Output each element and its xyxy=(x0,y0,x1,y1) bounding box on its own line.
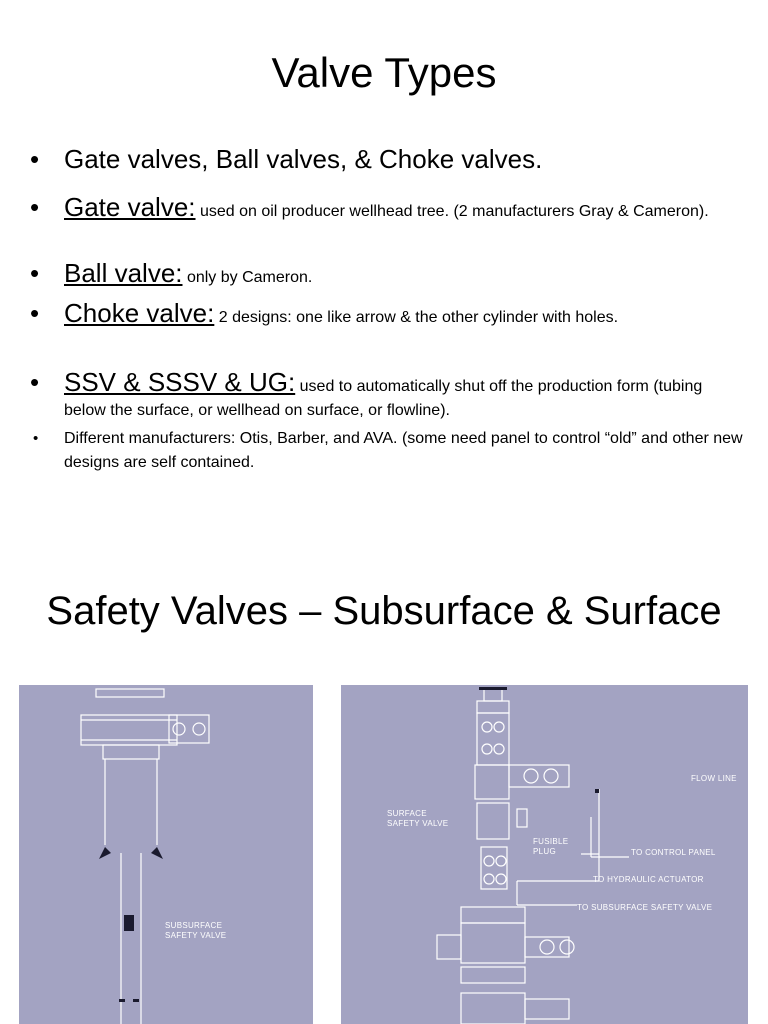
control-panel-label: TO CONTROL PANEL xyxy=(631,848,716,857)
subsurface-label: SAFETY VALVE xyxy=(165,931,227,940)
hydraulic-actuator-label: TO HYDRAULIC ACTUATOR xyxy=(593,875,704,884)
bullet-lead: Gate valve: xyxy=(64,192,196,222)
fusible-plug-label: FUSIBLE xyxy=(533,837,569,846)
bullet-dot-icon: • xyxy=(33,430,39,447)
fusible-plug-label: PLUG xyxy=(533,847,556,856)
flow-line-label: FLOW LINE xyxy=(691,774,737,783)
surface-valve-diagram xyxy=(341,685,748,1024)
bullet-dot-icon: • xyxy=(30,192,40,222)
bullet-dot-icon: • xyxy=(30,144,40,174)
bullet-lead: Gate valves, Ball valves, & Choke valves. xyxy=(64,144,543,174)
surface-valve-label: SURFACE xyxy=(387,809,427,818)
bullet-text: used on oil producer wellhead tree. (2 manufacturers Gray & Cameron). xyxy=(195,203,709,220)
bullet-text: 2 designs: one like arrow & the other cylinder with holes. xyxy=(214,309,619,326)
bullet-dot-icon: • xyxy=(30,298,40,328)
subsurface-valve-link-label: TO SUBSURFACE SAFETY VALVE xyxy=(577,903,713,912)
subsurface-valve-diagram xyxy=(19,685,313,1024)
bullet-text: only by Cameron. xyxy=(182,269,313,286)
surface-valve-label: SAFETY VALVE xyxy=(387,819,449,828)
slide-title: Valve Types xyxy=(271,49,497,96)
subsurface-label: SUBSURFACE xyxy=(165,921,223,930)
bullet-text: Different manufacturers: Otis, Barber, and AVA. (some need panel to control “old” and other new designs are self contained. xyxy=(64,430,743,471)
bullet-lead: Ball valve: xyxy=(64,258,183,288)
subsurface-valve-drawing xyxy=(19,685,313,1024)
bullet-dot-icon: • xyxy=(30,258,40,288)
bullet-dot-icon: • xyxy=(30,367,40,397)
bullet-lead: Choke valve: xyxy=(64,298,215,328)
slide-title: Safety Valves – Subsurface & Surface xyxy=(46,589,722,633)
bullet-text: used to automatically shut off the production form (tubing below the surface, or wellhead on surface, or flowline). xyxy=(64,378,703,419)
bullet-lead: SSV & SSSV & UG: xyxy=(64,367,296,397)
